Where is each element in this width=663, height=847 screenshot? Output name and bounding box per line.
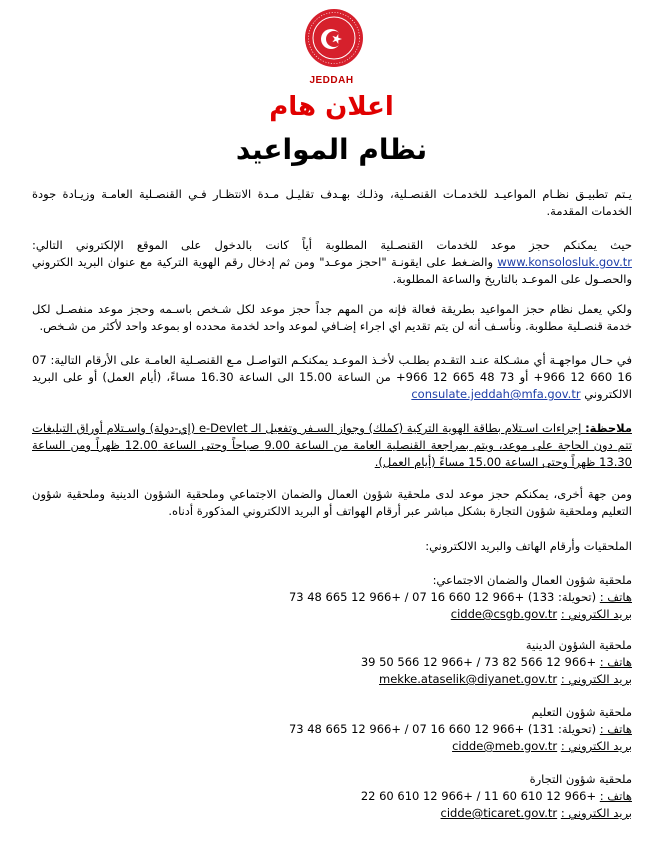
announcement-title: اعلان هام [269,92,394,122]
attache-labor [32,572,632,623]
consulate-seal-icon [304,8,364,68]
separate-booking-paragraph: ولكي يعمل نظام حجز المواعيد بطريقة فعالة فإنه من المهم جداً حجز موعد لكل شـخص باسـمه وحجز موعد منفصـل لكل خدمة قنصـلية مطلوبة. ونأسـف أنه لن يتم تقديم اي اجراء إضـافي لموعد واحد لخدمة محدده او بموعد واحد لأكثر من شـخص. [32,302,632,333]
city-label: JEDDAH [309,75,354,86]
email-label: بريد الكتروني : [560,672,632,686]
attache-email-link[interactable]: cidde@meb.gov.tr [452,739,558,753]
booking-text-before: حيث يمكنكم حجز موعد للخدمات القنصـلية المطلوبة أياً كانت بالدخول على الموقع الإلكتروني التالي: [32,238,632,252]
attache-phone: 73 48 665 12 966+ / 07 16 660 12 966+ (تحويلة: 133) [288,590,597,604]
page-title: نظام المواعيد [235,133,428,166]
attache-name: ملحقية شؤون العمال والضمان الاجتماعي: [432,573,632,587]
phone-label: هاتف : [599,655,632,669]
email-label: بريد الكتروني : [560,607,632,621]
contacts-heading: الملحقيات وأرقام الهاتف والبريد الالكتروني: [425,539,632,553]
attache-education [32,704,632,755]
attache-phone: 39 50 566 12 966+ / 73 82 566 12 966+ [360,655,597,669]
note-label: ملاحظة: [585,421,632,435]
attache-phone: 73 48 665 12 966+ / 07 16 660 12 966+ (تحويلة: 131) [288,722,597,736]
phone-label: هاتف : [599,722,632,736]
attache-email-link[interactable]: cidde@ticaret.gov.tr [440,806,558,820]
attache-religious [32,637,632,688]
contact-text: في حـال مواجهـة أي مشـكلة عنـد التقـدم بطلـب لأخـذ الموعـد يمكنكـم التواصـل مـع القنصـلية العامـة على الأرقام التالية: 07 16 660 12 966+ أو 73 48 665 12 966+ من الساعة 15.00 الى الساعة 16.30 مساءً، (أيام العمل) أو على البريد الالكتروني [32,353,633,401]
konsolosluk-link[interactable]: www.konsolosluk.gov.tr [497,255,632,269]
email-label: بريد الكتروني : [560,806,632,820]
note-paragraph [32,420,632,471]
attaches-paragraph: ومن جهة أخرى، يمكنكم حجز موعد لدى ملحقية شؤون العمال والضمان الاجتماعي وملحقية الشؤون الدينية وملحقية شؤون التعليم وملحقية شؤون التجارة بشكل مباشر عبر أرقام الهواتف أو البريد الالكتروني المذكورة أدناه. [32,487,632,518]
attache-name: ملحقية الشؤون الدينية [525,638,632,652]
attache-email-link[interactable]: cidde@csgb.gov.tr [450,607,558,621]
attache-trade [32,771,632,822]
attache-phone: 22 60 610 12 966+ / 11 60 610 12 966+ [360,789,597,803]
email-label: بريد الكتروني : [560,739,632,753]
contact-paragraph [32,352,632,403]
booking-text-after: والضـغط على ايقونـة "احجز موعـد" ومن ثم إدخال رقم الهوية التركية مع عنوان البريد الكتروني والحصـول على الموعـد بالتاريخ والساعة المطلوبة. [32,255,632,286]
intro-paragraph: يـتم تطبيـق نظـام المواعيـد للخدمـات القنصـلية، وذلـك بهـدف تقليـل مـدة الانتظـار فـي القنصـلية العامـة وزيـادة جودة الخدمات المقدمة. [32,187,632,218]
attache-name: ملحقية شؤون التجارة [529,772,632,786]
note-text: إجراءات اسـتلام بطاقة الهوية التركية (كملك) وجواز السـفر وتفعيل الـ e-Devlet (إي-دولة) واسـتلام أوراق التبليغات تتم دون الحاجة على موعد، ويتم بمراجعة القنصلية العامة من الساعة 9.00 صباحاً وحتى الساعة 12.00 ظهراً ومن الساعة 13.30 ظهراً وحتى الساعة 15.00 مساءً (أيام العمل). [32,421,633,469]
phone-label: هاتف : [599,789,632,803]
attache-name: ملحقية شؤون التعليم [531,705,632,719]
phone-label: هاتف : [599,590,632,604]
booking-paragraph [32,237,632,288]
consulate-email-link[interactable]: consulate.jeddah@mfa.gov.tr [411,387,581,401]
attache-email-link[interactable]: mekke.ataselik@diyanet.gov.tr [379,672,558,686]
